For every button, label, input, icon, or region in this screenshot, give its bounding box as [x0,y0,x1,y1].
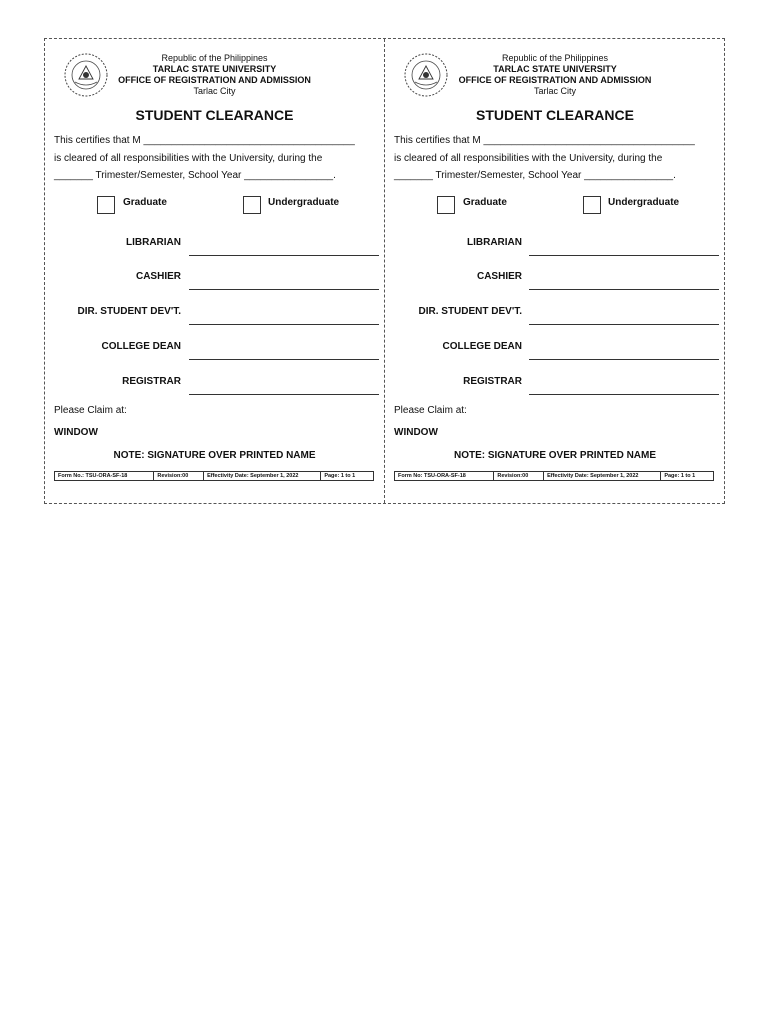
footer-effectivity: Effectivity Date: September 1, 2022 [544,472,661,480]
office-name: OFFICE OF REGISTRATION AND ADMISSION [458,75,652,85]
form-footer [394,471,714,481]
dir-student-dev-signature-line[interactable] [529,311,719,325]
trimester-line[interactable]: _______ Trimester/Semester, School Year ________________. [54,170,336,181]
certify-line[interactable]: This certifies that M ______________________________________ [54,135,355,146]
document-header [45,53,384,97]
certify-line[interactable]: This certifies that M ______________________________________ [394,135,695,146]
college-dean-label: COLLEGE DEAN [101,341,181,352]
librarian-label: LIBRARIAN [467,237,522,248]
republic-text: Republic of the Philippines [161,53,268,63]
claim-label: Please Claim at: [54,405,127,416]
librarian-label: LIBRARIAN [126,237,181,248]
clearance-copy-left [45,39,385,503]
footer-revision: Revision:00 [494,472,544,480]
graduate-checkbox[interactable] [97,196,115,214]
undergraduate-checkbox[interactable] [243,196,261,214]
college-dean-label: COLLEGE DEAN [442,341,522,352]
trimester-line[interactable]: _______ Trimester/Semester, School Year ________________. [394,170,676,181]
registrar-label: REGISTRAR [122,376,181,387]
registrar-label: REGISTRAR [463,376,522,387]
clearance-copy-right [385,39,725,503]
cleared-line: is cleared of all responsibilities with the University, during the [394,153,663,164]
signature-note: NOTE: SIGNATURE OVER PRINTED NAME [113,450,316,461]
college-dean-signature-line[interactable] [189,346,379,360]
form-title: STUDENT CLEARANCE [476,107,634,123]
footer-form-no: Form No.: TSU-ORA-SF-18 [55,472,154,480]
signature-note: NOTE: SIGNATURE OVER PRINTED NAME [453,450,657,461]
claim-label: Please Claim at: [394,405,467,416]
registrar-signature-line[interactable] [529,381,719,395]
college-dean-signature-line[interactable] [529,346,719,360]
dir-student-dev-label: DIR. STUDENT DEV'T. [77,306,181,317]
undergraduate-label: Undergraduate [608,197,680,208]
footer-revision: Revision:00 [154,472,204,480]
office-name: OFFICE OF REGISTRATION AND ADMISSION [118,75,311,85]
clearance-sheet [44,38,725,504]
cashier-label: CASHIER [476,271,522,282]
graduate-label: Graduate [463,197,507,208]
window-label: WINDOW [54,427,98,438]
form-title: STUDENT CLEARANCE [135,107,294,123]
dir-student-dev-label: DIR. STUDENT DEV'T. [418,306,522,317]
graduate-label: Graduate [123,197,167,208]
city-text: Tarlac City [193,86,236,96]
librarian-signature-line[interactable] [529,242,719,256]
footer-page: Page: 1 to 1 [664,473,696,479]
graduate-checkbox[interactable] [437,196,455,214]
university-name: TARLAC STATE UNIVERSITY [493,64,617,74]
dir-student-dev-signature-line[interactable] [189,311,379,325]
cleared-line: is cleared of all responsibilities with the University, during the [54,153,323,164]
document-header [385,53,725,97]
footer-effectivity: Effectivity Date: September 1, 2022 [204,472,321,480]
republic-text: Republic of the Philippines [501,53,609,63]
footer-form-no: Form No: TSU-ORA-SF-18 [395,472,494,480]
cashier-signature-line[interactable] [529,276,719,290]
undergraduate-label: Undergraduate [268,197,340,208]
window-label: WINDOW [394,427,438,438]
cashier-label: CASHIER [135,271,181,282]
registrar-signature-line[interactable] [189,381,379,395]
city-text: Tarlac City [533,86,576,96]
university-name: TARLAC STATE UNIVERSITY [152,64,277,74]
librarian-signature-line[interactable] [189,242,379,256]
cashier-signature-line[interactable] [189,276,379,290]
footer-page: Page: 1 to 1 [324,473,356,479]
form-footer [54,471,374,481]
undergraduate-checkbox[interactable] [583,196,601,214]
